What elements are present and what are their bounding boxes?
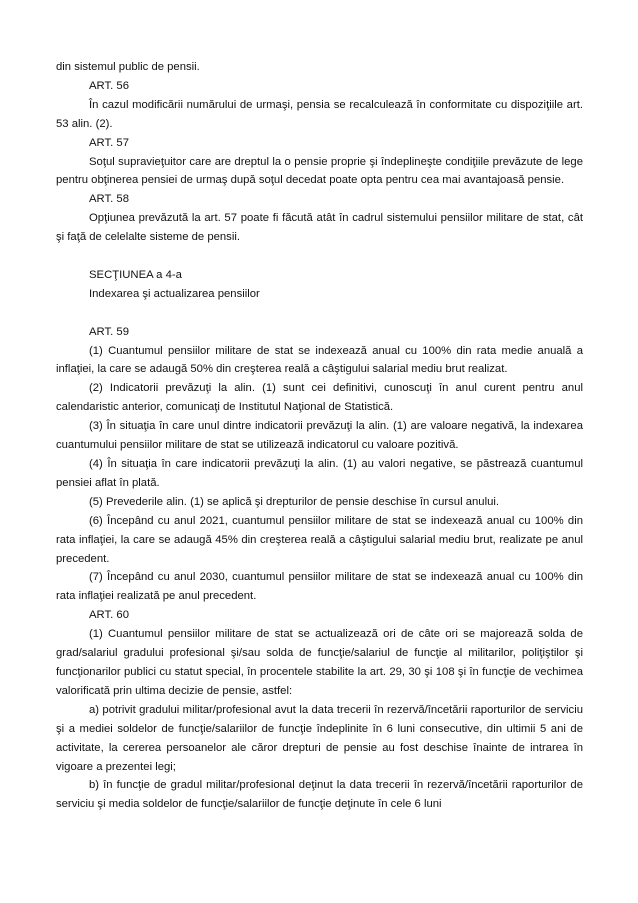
- section-title: Indexarea şi actualizarea pensiilor: [89, 287, 260, 300]
- article-56-text: În cazul modificării numărului de urmaşi, pensia se recalculează în conformitate cu dispoziţiile art. 53 alin. (2).: [56, 98, 583, 130]
- spacer: [56, 304, 583, 323]
- article-57-text: Soţul supravieţuitor care are dreptul la o pensie proprie şi îndeplineşte condiţiile prevăzute de lege pentru obţinerea pensiei de urmaş după soţul decedat poate opta pentru cea mai avantajoasă pensie.: [56, 155, 583, 187]
- article-59-para-3: (3) În situaţia în care unul dintre indicatorii prevăzuţi la alin. (1) are valoare negativă, la indexarea cuantumului pensiilor militare de stat se utilizează indicatorul cu valoare pozitivă.: [56, 420, 583, 452]
- article-60-heading: ART. 60: [89, 609, 129, 622]
- paragraph-continuation: din sistemul public de pensii.: [56, 61, 200, 73]
- article-59-para-1: (1) Cuantumul pensiilor militare de stat se indexează anual cu 100% din rata medie anuală a inflaţiei, la care se adaugă 50% din creşterea reală a câştigului salarial mediu brut realizat.: [56, 344, 583, 376]
- article-58-heading: ART. 58: [89, 193, 129, 206]
- article-59-para-2: (2) Indicatorii prevăzuţi la alin. (1) sunt cei definitivi, cunoscuţi în anul curent pentru anul calendaristic anterior, comunicaţi de Institutul Naţional de Statistică.: [56, 382, 583, 414]
- article-60-letter-b: b) în funcţie de gradul militar/profesional deţinut la data trecerii în rezervă/încetării raporturilor de serviciu şi media soldelor de funcţie/salariilor de funcţie deţinute în cele 6 luni: [56, 779, 583, 811]
- article-59-para-4: (4) În situaţia în care indicatorii prevăzuţi la alin. (1) au valori negative, se păstrează cuantumul pensiei aflat în plată.: [56, 458, 583, 489]
- article-58-text: Opţiunea prevăzută la art. 57 poate fi făcută atât în cadrul sistemului pensiilor militare de stat, cât şi faţă de celelalte sisteme de pensii.: [56, 212, 583, 244]
- article-57-heading: ART. 57: [89, 136, 129, 149]
- article-60-para-1: (1) Cuantumul pensiilor militare de stat se actualizează ori de câte ori se majorează solda de grad/salariul gradului profesional şi/sau solda de funcţie/salariul de funcţie al militarilor, poliţiştilor şi funcţionarilor publici cu statut special, în procentele stabilite la art. 29, 30 şi 108 şi în funcţie de vechimea valorificată prin ultima decizie de pensie, astfel:: [56, 628, 583, 697]
- spacer: [56, 247, 583, 266]
- article-56-heading: ART. 56: [89, 79, 129, 92]
- section-heading: SECŢIUNEA a 4-a: [89, 268, 182, 281]
- document-page: [56, 58, 583, 814]
- article-59-para-5: (5) Prevederile alin. (1) se aplică şi drepturilor de pensie deschise în cursul anului.: [89, 495, 500, 508]
- article-60-letter-a: a) potrivit gradului militar/profesional avut la data trecerii în rezervă/încetării raporturilor de serviciu şi a mediei soldelor de funcţie/salariilor de funcţie îndeplinite în 6 luni consecutive, din ultimii 5 ani de activitate, la cererea persoanelor ale căror drepturi de pensie au fost deschise înainte de intrarea în vigoare a prezentei legi;: [56, 703, 583, 773]
- article-59-para-6: (6) Începând cu anul 2021, cuantumul pensiilor militare de stat se indexează anual cu 100% din rata inflaţiei, la care se adaugă 45% din creşterea reală a câştigului salarial mediu brut, realizate pe anul precedent.: [56, 514, 583, 565]
- article-59-heading: ART. 59: [89, 325, 129, 338]
- article-59-para-7: (7) Începând cu anul 2030, cuantumul pensiilor militare de stat se indexează anual cu 100% din rata inflaţiei realizată pe anul precedent.: [56, 571, 583, 603]
